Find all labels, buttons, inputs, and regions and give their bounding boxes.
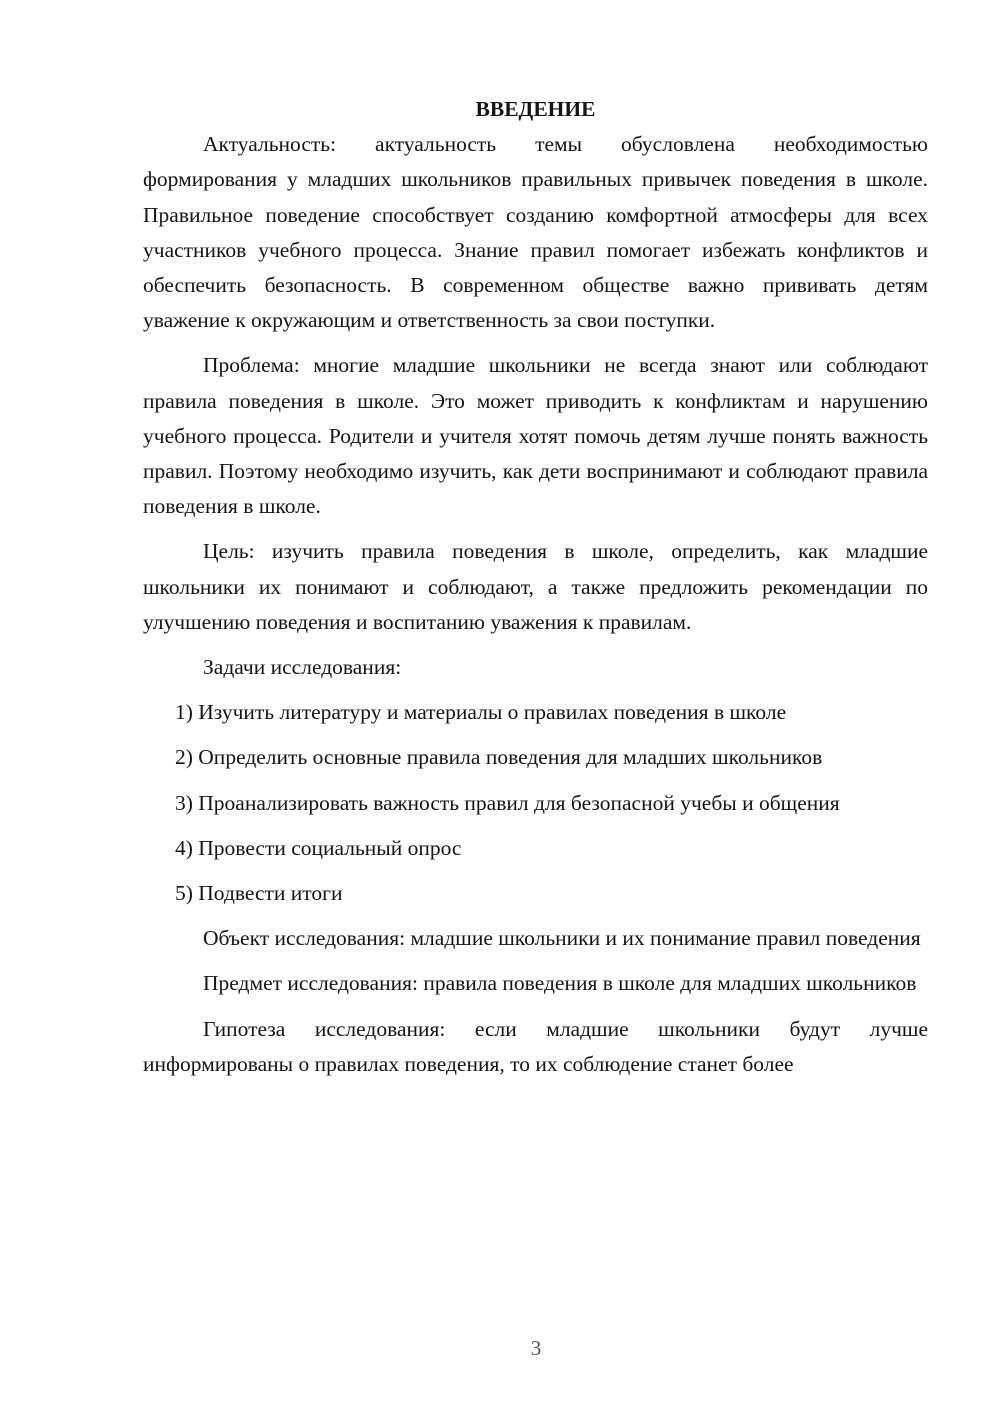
paragraph-hypothesis: Гипотеза исследования: если младшие школьники будут лучше информированы о правилах поведения, то их соблюдение станет более — [143, 1016, 928, 1076]
task-item-3: 3) Проанализировать важность правил для безопасной учебы и общения — [175, 790, 840, 815]
page-number: 3 — [530, 1336, 542, 1360]
task-item-4: 4) Провести социальный опрос — [175, 835, 462, 860]
paragraph-subject: Предмет исследования: правила поведения в школе для младших школьников — [203, 971, 917, 996]
paragraph-relevance: Актуальность: актуальность темы обусловлена необходимостью формирования у младших школьников правильных привычек поведения в школе. Правильное поведение способствует созданию комфортной атмосферы для всех участников учебного процесса. Знание правил помогает избежать конфликтов и обеспечить безопасность. В современном обществе важно прививать детям уважение к окружающим и ответственность за свои поступки. — [143, 132, 928, 333]
task-item-2: 2) Определить основные правила поведения для младших школьников — [175, 745, 823, 770]
task-item-1: 1) Изучить литературу и материалы о правилах поведения в школе — [175, 700, 787, 725]
paragraph-problem: Проблема: многие младшие школьники не всегда знают или соблюдают правила поведения в школе. Это может приводить к конфликтам и нарушению учебного процесса. Родители и учителя хотят помочь детям лучше понять важность правил. Поэтому необходимо изучить, как дети воспринимают и соблюдают правила поведения в школе. — [143, 353, 928, 519]
page-content — [143, 92, 928, 1092]
task-item-5: 5) Подвести итоги — [175, 881, 343, 906]
tasks-heading: Задачи исследования: — [203, 655, 402, 680]
page-title: ВВЕДЕНИЕ — [475, 97, 596, 121]
paragraph-object: Объект исследования: младшие школьники и их понимание правил поведения — [203, 926, 921, 951]
paragraph-goal: Цель: изучить правила поведения в школе, определить, как младшие школьники их понимают и соблюдают, а также предложить рекомендации по улучшению поведения и воспитанию уважения к правилам. — [143, 539, 928, 634]
